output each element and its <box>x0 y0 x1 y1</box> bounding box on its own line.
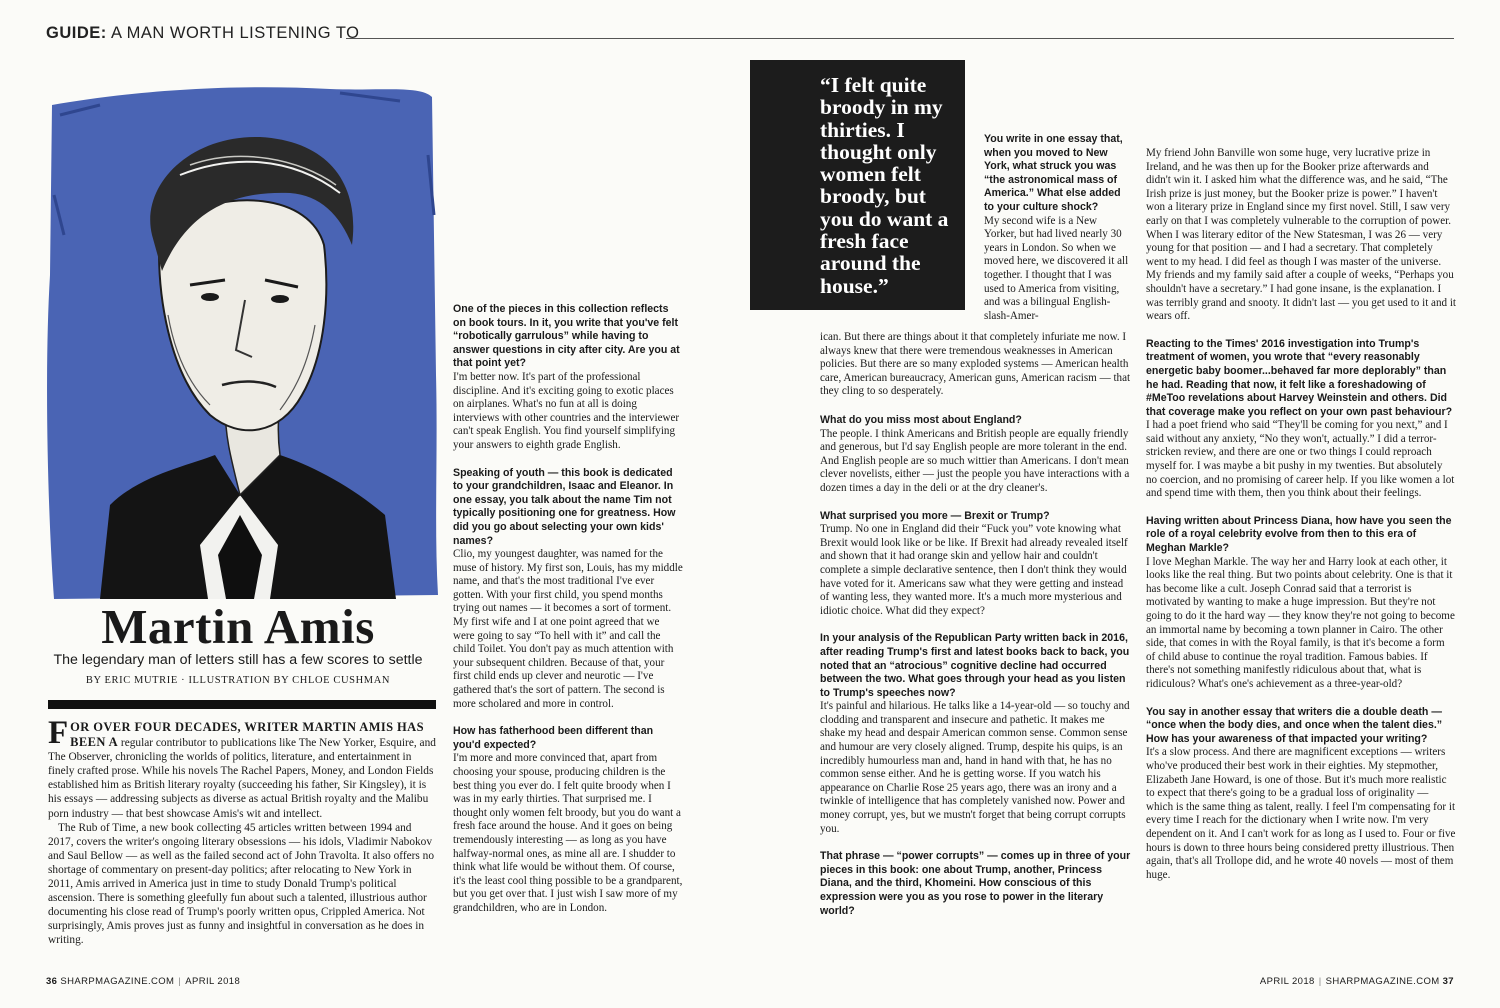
question: In your analysis of the Republican Party written back in 2016, after reading Trump's first and latest books back to back, you noted that an “atrocious” cognitive decline had occurred between the two. What goes through your head as you listen to Trump's speeches now? <box>820 632 1130 699</box>
byline: BY ERIC MUTRIE · ILLUSTRATION BY CHLOE CUSHMAN <box>85 675 391 686</box>
qa-item <box>1146 338 1456 501</box>
pull-quote-box <box>750 60 965 310</box>
answer: Trump. No one in England did their “Fuck you” vote knowing what Brexit would look like or be like. If Brexit had already revealed itself and shown that it had orange skin and yellow hair and couldn't complete a simple declarative sentence, then I don't think they would have voted for it. Americans saw what they were getting and instead of wanting less, they wanted more. It's a much more mysterious and idiotic choice. What did they expect? <box>820 523 1128 617</box>
answer-continued: ican. But there are things about it that completely infuriate me now. I always knew that there were tremendous weaknesses in American policies. But there are so many exploded systems — American health care, American bureaucracy, American guns, American racism — that they cling to so desperately. <box>820 331 1131 398</box>
page-header <box>46 24 1454 46</box>
question: You say in another essay that writers die a double death — “once when the body dies, and once when the talent dies.” How has your awareness of that impacted your writing? <box>1146 705 1443 745</box>
question: What do you miss most about England? <box>820 414 1022 426</box>
qa-column-2 <box>453 303 683 930</box>
intro-lead: OR OVER FOUR DECADES, WRITER MARTIN AMIS HAS BEEN A <box>70 720 424 750</box>
intro-body: regular contributor to publications like The New Yorker, Esquire, and The Observer, chronicling the worlds of politics, literature, and entertainment in finely crafted prose. While his novels The Rachel Papers, Money, and London Fields established him as British literary royalty (succeeding his father, Sir Kingsley), it is his essays — addressing subjects as diverse as actual British royalty and the Malibu porn industry — that best showcase Amis's wit and intellect. <box>48 737 436 820</box>
answer: I had a poet friend who said “They'll be coming for you next,” and I said without any anxiety, “No they won't, actually.” I did a terror-stricken review, and there are one or two things I could reproach myself for. I was maybe a bit pushy in my twenties. But absolutely no coercion, and no promising of career help. If you like women a lot and spend time with them, then you think about their feelings. <box>1146 419 1455 500</box>
footer-left: 36 SHARPMAGAZINE.COM | APRIL 2018 <box>46 976 241 987</box>
footer-site: SHARPMAGAZINE.COM <box>1325 976 1440 987</box>
answer: It's a slow process. And there are magnificent exceptions — writers who've produced their best work in their eighties. My stepmother, Elizabeth Jane Howard, is one of those. But it's much more realistic to expect that there's going to be a gradual loss of originality — which is the same thing as talent, really. I feel I'm compensating for it every time I reach for the dictionary when I write now. I'm very dependent on it. And I can't work for as long as I used to. Four or five hours is down to three hours being considered pretty illustrious. Then again, that's all Trollope did, and he wrote 40 novels — most of them huge. <box>1146 746 1456 881</box>
qa-column-3-narrow <box>984 133 1132 337</box>
drop-cap: F <box>48 715 69 751</box>
footer-site: SHARPMAGAZINE.COM <box>60 976 175 987</box>
question: How has fatherhood been different than you'd expected? <box>453 725 654 751</box>
title-rule <box>48 700 436 709</box>
article-title: Martin Amis <box>101 599 375 654</box>
answer: The people. I think Americans and British people are equally friendly and generous, but I'd say English people are more tolerant in the end. And English people are so much wittier than Americans. I don't mean clever novelists, either — just the people you have interactions with a dozen times a day in the deli or at the dry cleaner's. <box>820 427 1130 494</box>
article-subtitle: The legendary man of letters still has a few scores to settle <box>53 652 423 668</box>
qa-item <box>453 725 683 915</box>
qa-item <box>820 632 1132 836</box>
pull-quote: “I felt quite broody in my thirties. I thought only women felt broody, but you do want a fresh face around the house.” <box>820 73 949 298</box>
answer: My friend John Banville won some huge, very lucrative prize in Ireland, and he was then up for the Booker prize afterwards and didn't win it. I asked him what the difference was, and he said, “The Irish prize is just money, but the Booker prize is power.” I haven't won a literary prize in England since my first novel. Still, I saw very early on that I was completely vulnerable to the corruption of power. When I was literary editor of the New Statesman, I was 26 — very young for that position — and I had a secretary. That completely went to my head. I did feel as though I was master of the universe. My friends and my family said after a couple of weeks, “Perhaps you shouldn't have a secretary.” I had gone insane, is the explanation. I was terribly grand and snooty. It didn't last — you get used to it and it wears off. <box>1146 147 1457 323</box>
qa-item <box>1146 706 1456 883</box>
portrait-illustration <box>40 75 440 603</box>
question: Having written about Princess Diana, how have you seen the role of a royal celebrity evolve from then to this era of Meghan Markle? <box>1146 514 1452 555</box>
page-number: 37 <box>1442 976 1454 987</box>
footer-date: APRIL 2018 <box>185 976 241 987</box>
kicker-text: A MAN WORTH LISTENING TO <box>110 24 360 42</box>
qa-item <box>820 414 1132 496</box>
answer: My second wife is a New Yorker, but had lived nearly 30 years in London. So when we moved here, we discovered it all together. I thought that I was used to America from visiting, and was a bilingual English-slash-Amer- <box>984 214 1129 322</box>
answer: Clio, my youngest daughter, was named for the muse of history. My first son, Louis, has my middle name, and that's the most traditional I've ever gotten. With your first child, you spend months trying out names — it becomes a sort of torment. My first wife and I at one point agreed that we were going to say “To hell with it” and call the child Toilet. You don't pay as much attention with your subsequent children. Because of that, your first child ends up clever and neurotic — I've gathered that's the sort of pattern. The second is more scholared and more in control. <box>453 548 683 710</box>
question: What surprised you more — Brexit or Trump? <box>820 509 1050 522</box>
header-rule <box>346 38 1454 39</box>
section-label: GUIDE: <box>46 24 107 42</box>
qa-item <box>453 467 683 712</box>
answer: I'm better now. It's part of the professional discipline. And it's exciting going to exotic places on airplanes. What's no fun at all is doing interviews with other countries and the interviewer can't speak English. You find yourself simplifying your answers to eighth grade English. <box>453 370 680 451</box>
qa-item <box>1146 515 1456 692</box>
intro-paragraph-1 <box>48 715 438 821</box>
question: One of the pieces in this collection reflects on book tours. In it, you write that you've felt “robotically garrulous” while having to answer questions in city after city. Are you at that point yet? <box>453 303 680 370</box>
answer: I love Meghan Markle. The way her and Harry look at each other, it looks like the real thing. But two points about celebrity. One is that it has become like a cult. Joseph Conrad said that a terrorist is motivated by wanting to make a huge impression. But they're not going to do it the hard way — they know they're not going to become an immortal name by becoming a town planner in Cairo. The other side, that comes in with the Royal family, is that it's become a form of child abuse to continue the royal tradition. Famous babies. If there's not something manifestly ridiculous about that, what is ridiculous? What's one's achievement as a three-year-old? <box>1146 555 1455 690</box>
qa-column-4 <box>1146 147 1456 896</box>
question: Speaking of youth — this book is dedicated to your grandchildren, Isaac and Eleanor. In one essay, you talk about the name Tim not typically positioning one for greatness. How did you go about selecting your own kids' names? <box>453 466 676 547</box>
qa-item <box>453 303 683 453</box>
qa-column-3 <box>820 414 1132 918</box>
question: You write in one essay that, when you moved to New York, what struck you was “the astronomical mass of America.” What else added to your culture shock? <box>984 133 1123 213</box>
answer: I'm more and more convinced that, apart from choosing your spouse, producing children is the best thing you ever do. I felt quite broody when I was in my early thirties. That surprised me. I thought only women felt broody, but you do want a fresh face around the house. And it goes on being tremendously interesting — as long as you have halfway-normal ones, as mine all are. I shudder to think what life would be without them. Of course, it's the least cool thing possible to be a grandparent, but you get over that. I just wish I saw more of my grandchildren, who are in London. <box>453 752 683 914</box>
qa-item <box>820 850 1132 918</box>
answer: It's painful and hilarious. He talks like a 14-year-old — so touchy and clodding and transparent and insecure and pathetic. It makes me shake my head and despair American common sense. Common sense and humour are very closely aligned. Trump, despite his quips, is an incredibly humourless man and, hand in hand with that, he has no common sense either. And he is getting worse. If you watch his appearance on Charlie Rose 25 years ago, there was an irony and a twinkle of intelligence that has completely vanished now. Power and money corrupt, yes, but we mustn't forget that being corrupt corrupts you. <box>820 700 1130 835</box>
question: Reacting to the Times' 2016 investigation into Trump's treatment of women, you wrote that “every reasonably energetic baby boomer...behaved far more deplorably” than he had. Reading that now, it felt like a foreshadowing of #MeToo revelations about Harvey Weinstein and others. Did that coverage make you reflect on your own past behaviour? <box>1146 337 1453 418</box>
qa-item <box>820 510 1132 619</box>
intro-paragraph-2: The Rub of Time, a new book collecting 45 articles written between 1994 and 2017, covers the writer's ongoing literary obsessions — his idols, Vladimir Nabokov and Saul Bellow — as well as the failed second act of John Travolta. It also offers no shortage of commentary on present-day politics; after relocating to New York in 2011, Amis arrived in America just in time to study Donald Trump's political ascension. There is something gleefully fun about such a talented, illustrious author documenting his close read of Trump's poorly written opus, Crippled America. Not surprisingly, Amis proves just as funny and insightful in conversation as he does in writing. <box>48 821 435 947</box>
footer-right: APRIL 2018 | SHARPMAGAZINE.COM 37 <box>1259 976 1454 987</box>
question: That phrase — “power corrupts” — comes up in three of your pieces in this book: one about Trump, another, Princess Diana, and the third, Khomeini. How conscious of this expression were you as you rose to power in the literary world? <box>820 850 1131 917</box>
section-kicker <box>46 24 359 43</box>
page-number: 36 <box>46 976 58 987</box>
intro-text <box>48 715 438 948</box>
footer-date: APRIL 2018 <box>1259 976 1315 987</box>
